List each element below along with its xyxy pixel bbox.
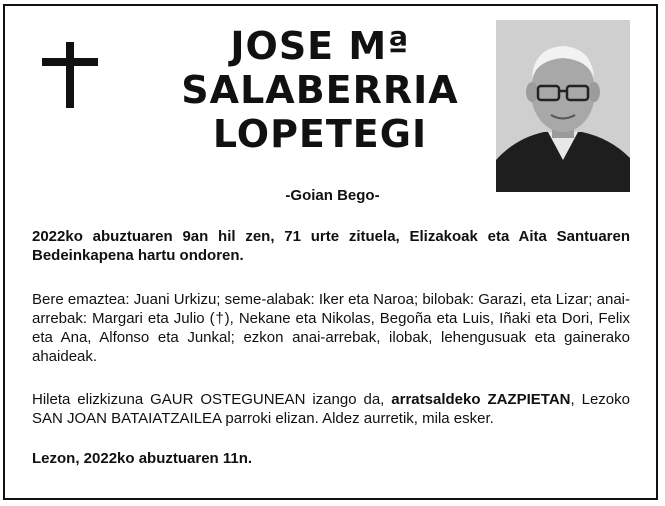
nickname: -Goian Bego- [285,187,380,204]
portrait-photo [496,20,630,192]
death-notice-text: 2022ko abuztuaren 9an hil zen, 71 urte zituela, Elizakoak eta Aita Santuaren Bedeinkapena hartu ondoren. [32,228,630,264]
place-and-date: Lezon, 2022ko abuztuaren 11n. [32,450,253,467]
deceased-name [150,24,490,156]
cross-horizontal-bar [42,58,98,66]
name-line-3: LOPETEGI [212,112,428,156]
name-line-2: SALABERRIA [181,68,459,112]
funeral-text-start: Hileta elizkizuna GAUR OSTEGUNEAN izango da, [32,391,392,408]
portrait-illustration [496,20,630,192]
funeral-text-end: , Lezoko SAN JOAN BATAIATZAILEA parroki elizan. Aldez aurretik, mila esker. [32,391,630,427]
funeral-time: arratsaldeko ZAZPIETAN [391,391,571,408]
cross-icon [42,42,98,108]
cross-vertical-bar [66,42,74,108]
family-list: Bere emaztea: Juani Urkizu; seme-alabak: Iker eta Naroa; bilobak: Garazi, eta Lizar; anai-arrebak: Margari eta Julio (†), Nekane eta Nikolas, Begoña eta Luis, Iñaki eta Dori, Felix eta Ana, Alfonso eta Junkal; ezkon anai-arrebak, ilobak, lehengusuak eta gainerako ahaideak. [32,291,630,365]
name-line-1: JOSE Mª [230,24,410,68]
funeral-notice [32,390,630,428]
